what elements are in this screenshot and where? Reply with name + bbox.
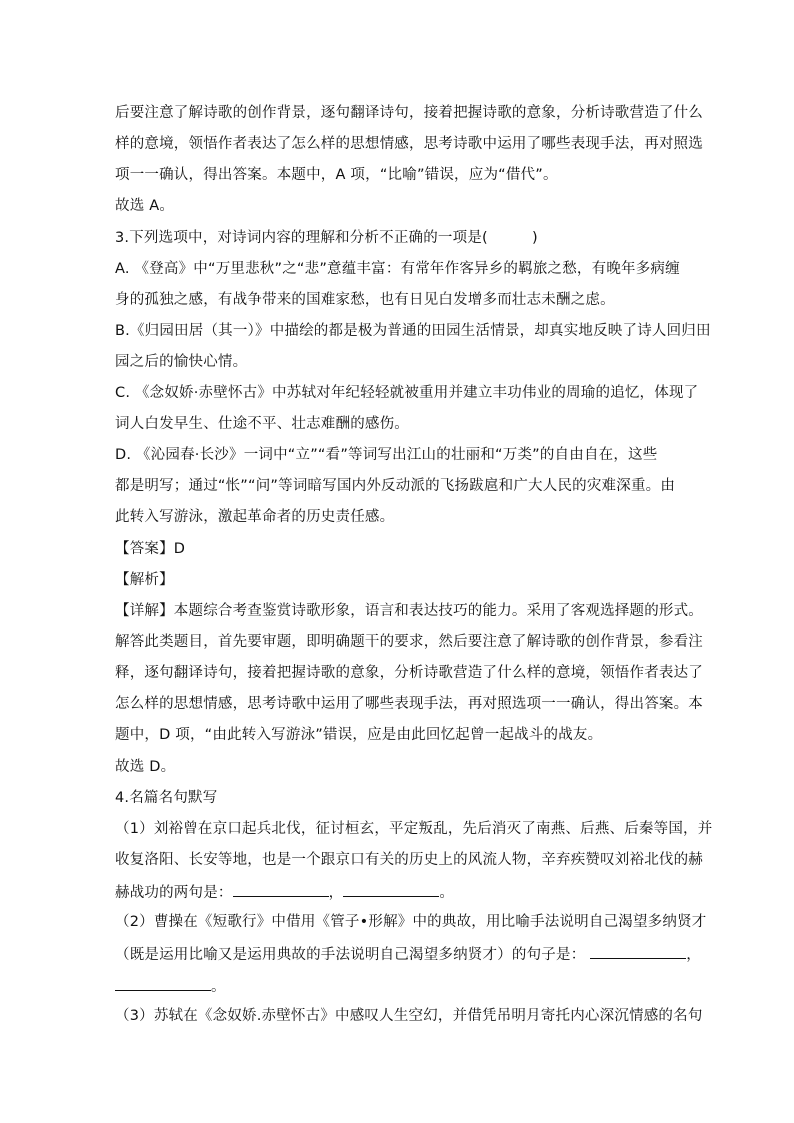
answer-blank[interactable] xyxy=(590,943,686,959)
fill-blank-line-3: 。 xyxy=(115,975,685,997)
option-d-cont: 都是明写；通过“怅”“问”等词暗写国内外反动派的飞扬跋扈和广大人民的灾难深重。由 xyxy=(115,478,676,494)
subquestion-1: （1）刘裕曾在京口起兵北伐，征讨桓玄，平定叛乱，先后消灭了南燕、后燕、后秦等国，并 xyxy=(115,821,713,837)
answer-blank[interactable] xyxy=(343,881,439,897)
detail-text: 解答此类题目，首先要审题，即明确题干的要求，然后要注意了解诗歌的创作背景，参看注 xyxy=(115,634,703,650)
text-line: 样的意境，领悟作者表达了怎么样的思想情感，思考诗歌中运用了哪些表现手法，再对照选 xyxy=(115,136,703,152)
text-line: 故选 A。 xyxy=(115,198,175,214)
analysis-label: 【解析】 xyxy=(115,572,174,588)
text-line: 项一一确认，得出答案。本题中，A 项，“比喻”错误，应为“借代”。 xyxy=(115,167,558,183)
answer-label: 【答案】D xyxy=(115,541,186,557)
option-d-cont: 此转入写游泳，激起革命者的历史责任感。 xyxy=(115,509,395,525)
question-4-stem: 4.名篇名句默写 xyxy=(115,790,218,806)
option-b-cont: 园之后的愉快心情。 xyxy=(115,354,248,370)
detail-text: 题中，D 项，“由此转入写游泳”错误，应是由此回忆起曾一起战斗的战友。 xyxy=(115,727,603,743)
answer-blank[interactable] xyxy=(233,881,329,897)
detail-text: 【详解】本题综合考查鉴赏诗歌形象，语言和表达技巧的能力。采用了客观选择题的形式。 xyxy=(115,603,703,619)
subquestion-2: （2）曹操在《短歌行》中借用《管子•形解》中的典故，用比喻手法说明自己渴望多纳贤才 xyxy=(115,914,707,930)
option-c-cont: 词人白发早生、仕途不平、壮志难酬的感伤。 xyxy=(115,416,409,432)
question-3-stem: 3.下列选项中，对诗词内容的理解和分析不正确的一项是( ) xyxy=(115,230,538,246)
answer-blank[interactable] xyxy=(115,975,211,991)
detail-text: 怎么样的思想情感，思考诗歌中运用了哪些表现手法，再对照选项一一确认，得出答案。本 xyxy=(115,696,703,712)
fill-blank-line-1: 赫战功的两句是： ， 。 xyxy=(115,881,685,903)
text-line: 后要注意了解诗歌的创作背景，逐句翻译诗句，接着把握诗歌的意象，分析诗歌营造了什么 xyxy=(115,105,703,121)
option-d: D. 《沁园春·长沙》一词中“立”“看”等词写出江山的壮丽和“万类”的自由自在，这些 xyxy=(115,447,658,463)
option-b: B.《归园田居（其一）》中描绘的都是极为普通的田园生活情景，却真实地反映了诗人回归田 xyxy=(115,323,711,339)
detail-text: 释，逐句翻译诗句，接着把握诗歌的意象，分析诗歌营造了什么样的意境，领悟作者表达了 xyxy=(115,665,703,681)
subquestion-3: （3）苏轼在《念奴娇.赤壁怀古》中感叹人生空幻，并借凭吊明月寄托内心深沉情感的名句 xyxy=(115,1008,703,1024)
option-c: C. 《念奴娇·赤壁怀古》中苏轼对年纪轻轻就被重用并建立丰功伟业的周瑜的追忆，体现了 xyxy=(115,385,699,401)
subquestion-1-cont: 收复洛阳、长安等地，也是一个跟京口有关的历史上的风流人物，辛弃疾赞叹刘裕北伐的赫 xyxy=(115,852,703,868)
fill-blank-line-2: （既是运用比喻又是运用典故的手法说明自己渴望多纳贤才）的句子是： ， xyxy=(115,943,685,965)
option-a: A. 《登高》中“万里悲秋”之“悲”意蕴丰富：有常年作客异乡的羁旅之愁，有晚年多病缠 xyxy=(115,261,680,277)
option-a-cont: 身的孤独之感，有战争带来的国难家愁，也有日见白发增多而壮志未酬之虑。 xyxy=(115,292,615,308)
conclusion-text: 故选 D。 xyxy=(115,759,176,775)
